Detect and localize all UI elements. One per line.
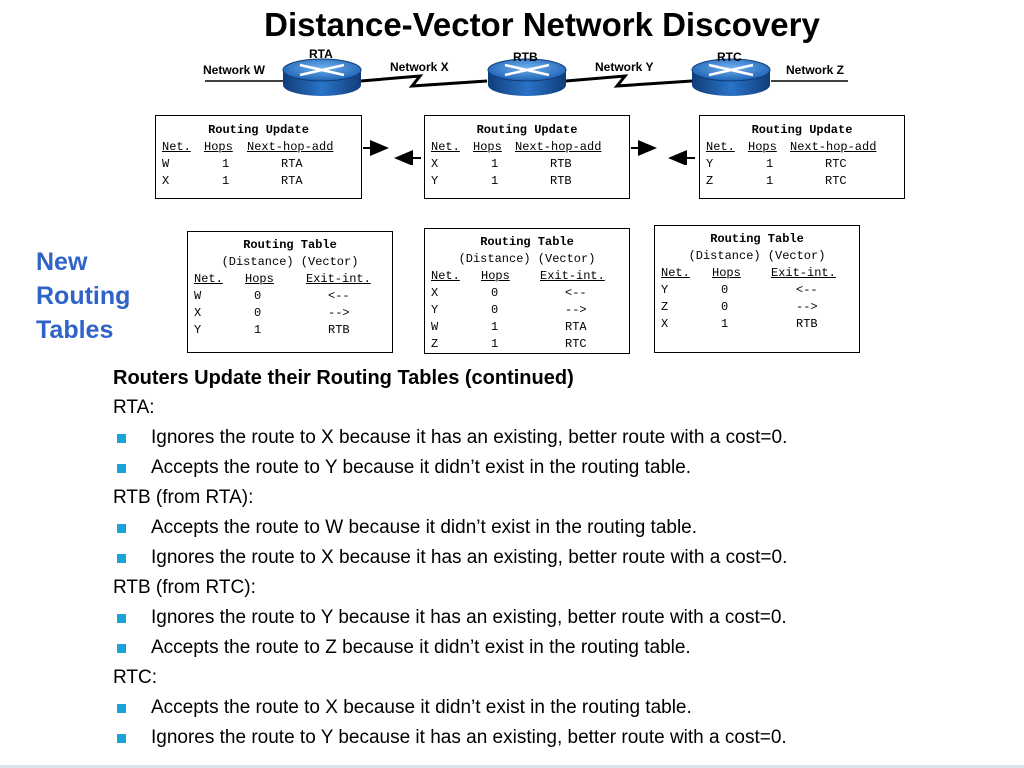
arrow-right-icon — [363, 140, 389, 156]
routing-table-title: Routing Table — [710, 232, 804, 246]
rta-label: RTA: — [113, 397, 155, 418]
routing-table-header: Net. Hops Exit-int. — [431, 269, 605, 283]
network-y-label: Network Y — [595, 60, 654, 74]
table-row: Z 1 RTC — [706, 174, 847, 188]
table-row: W 1 RTA — [162, 157, 303, 171]
page-title: Distance-Vector Network Discovery — [264, 6, 820, 43]
arrow-right-icon — [631, 140, 657, 156]
arrow-left-icon — [394, 150, 421, 165]
rtc-label: RTC: — [113, 667, 157, 688]
routing-update-header: Net. Hops Next-hop-add — [706, 140, 877, 154]
list-item: Accepts the route to Y because it didn’t exist in the routing table. — [113, 453, 1013, 483]
routing-table-rta — [187, 231, 393, 353]
table-row: Z 0 --> — [661, 300, 818, 314]
table-row: Y 0 <-- — [661, 283, 818, 297]
routing-update-header: Net. Hops Next-hop-add — [162, 140, 334, 154]
list-item: Ignores the route to Y because it has an existing, better route with a cost=0. — [113, 723, 1013, 753]
table-row: Y 0 --> — [431, 303, 587, 317]
routing-update-title: Routing Update — [476, 123, 578, 137]
routing-table-header: Net. Hops Exit-int. — [194, 272, 371, 286]
routing-table-subtitle: (Distance) (Vector) — [458, 252, 596, 266]
table-row: X 0 --> — [194, 306, 350, 320]
routing-update-header: Net. Hops Next-hop-add — [431, 140, 602, 154]
table-row: Z 1 RTC — [431, 337, 587, 351]
table-row: W 0 <-- — [194, 289, 350, 303]
network-z-label: Network Z — [786, 63, 845, 77]
routing-table-rtb — [424, 228, 630, 354]
rtb-from-rtc-label: RTB (from RTC): — [113, 577, 256, 598]
network-diagram — [0, 40, 1024, 108]
routing-update-title: Routing Update — [751, 123, 853, 137]
routing-table-header: Net. Hops Exit-int. — [661, 266, 836, 280]
routing-update-title: Routing Update — [208, 123, 309, 137]
table-row: W 1 RTA — [431, 320, 587, 334]
list-item: Ignores the route to X because it has an existing, better route with a cost=0. — [113, 423, 1013, 453]
routing-table-title: Routing Table — [243, 238, 337, 252]
arrow-left-icon — [668, 150, 695, 165]
list-item: Accepts the route to W because it didn’t exist in the routing table. — [113, 513, 1013, 543]
list-item: Ignores the route to X because it has an existing, better route with a cost=0. — [113, 543, 1013, 573]
router-rta-icon — [283, 59, 361, 96]
network-x-serial-link — [361, 76, 487, 86]
table-row: Y 1 RTB — [431, 174, 572, 188]
network-w-label: Network W — [203, 63, 266, 77]
update-arrows — [0, 135, 1024, 165]
list-item: Accepts the route to Z because it didn’t exist in the routing table. — [113, 633, 1013, 663]
router-rtc-label: RTC — [717, 50, 742, 64]
network-y-serial-link — [566, 76, 692, 86]
table-row: X 1 RTB — [661, 317, 818, 331]
list-item: Accepts the route to X because it didn’t exist in the routing table. — [113, 693, 1013, 723]
table-row: X 1 RTA — [162, 174, 303, 188]
table-row: Y 1 RTB — [194, 323, 350, 337]
network-x-label: Network X — [390, 60, 449, 74]
router-rtb-label: RTB — [513, 50, 538, 64]
table-row: Y 1 RTC — [706, 157, 847, 171]
rtb-from-rta-label: RTB (from RTA): — [113, 487, 254, 508]
new-routing-tables-label: New Routing Tables — [36, 248, 131, 344]
router-rtc-icon — [692, 59, 770, 96]
list-item: Ignores the route to Y because it has an existing, better route with a cost=0. — [113, 603, 1013, 633]
section-heading: Routers Update their Routing Tables (continued) — [113, 367, 574, 389]
table-row: X 0 <-- — [431, 286, 587, 300]
routing-table-rtc — [654, 225, 860, 353]
routing-table-subtitle: (Distance) (Vector) — [221, 255, 359, 269]
explanation-text — [113, 363, 1013, 753]
router-rta-label: RTA — [309, 47, 333, 61]
router-rtb-icon — [488, 59, 566, 96]
routing-table-title: Routing Table — [480, 235, 574, 249]
routing-table-subtitle: (Distance) (Vector) — [688, 249, 826, 263]
table-row: X 1 RTB — [431, 157, 572, 171]
